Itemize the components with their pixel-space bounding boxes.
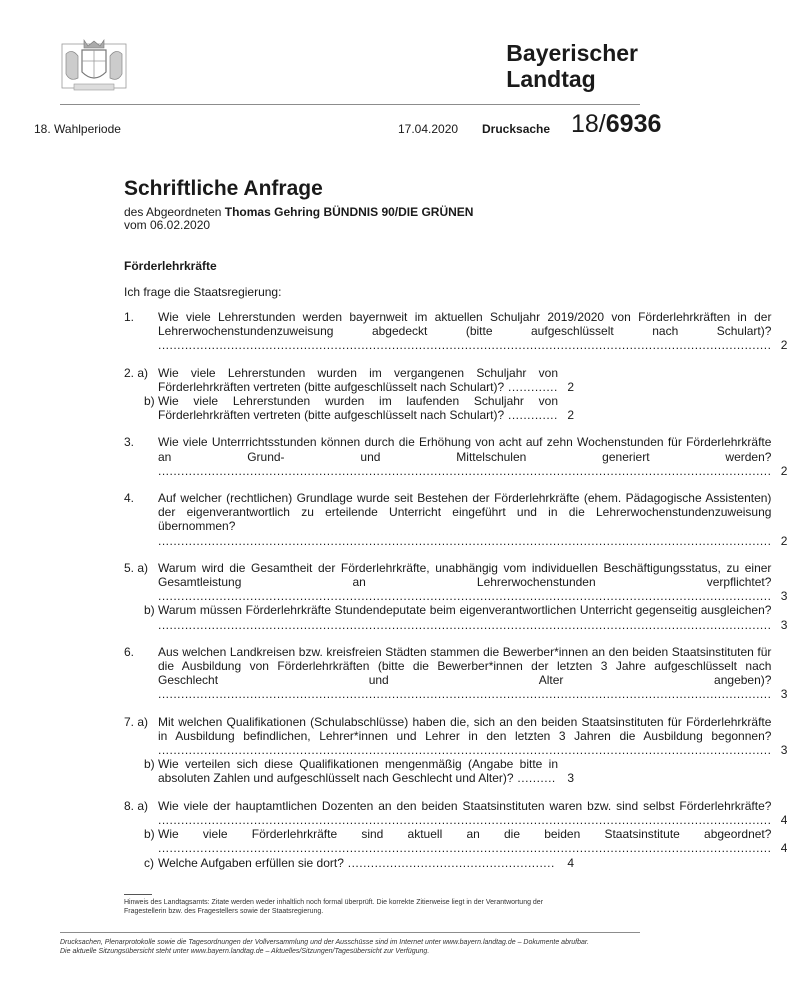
question-item <box>124 798 787 827</box>
question-group <box>124 644 787 702</box>
leader-dots: ................................................................................................................................................................ <box>158 463 772 478</box>
answer-page-number: 4 <box>567 855 574 870</box>
question-text <box>158 827 787 855</box>
question-text <box>158 561 787 604</box>
question-body: Wie viele Lehrerstunden werden bayernweit im aktuellen Schuljahr 2019/2020 von Förderlehrkräften in der Lehrerwochenstundenzuweisung abgedeckt (bitte aufgeschlüsselt nach Schulart)? <box>158 310 772 339</box>
question-number <box>124 827 144 855</box>
question-text <box>158 799 787 827</box>
page-title: Schriftliche Anfrage <box>124 177 323 200</box>
question-body: Wie viele der hauptamtlichen Dozenten an den beiden Staatsinstituten waren bzw. sind selbst Förderlehrkräfte? <box>158 798 772 813</box>
institution-name-line2: Landtag <box>506 66 596 92</box>
question-number: 7. a) <box>124 714 149 729</box>
question-number: 4. <box>124 491 135 506</box>
question-item <box>124 827 787 856</box>
question-item <box>124 757 574 785</box>
question-item <box>124 714 787 758</box>
answer-page-number: 3 <box>567 771 574 786</box>
page-footer <box>60 938 640 956</box>
question-number <box>124 757 144 785</box>
drucksache-prefix: 18/ <box>571 110 606 138</box>
question-group <box>124 491 787 548</box>
answer-page-number: 2 <box>567 408 574 423</box>
leader-dots: ................................................................................................................................................................ <box>158 841 772 856</box>
question-body: Warum müssen Förderlehrkräfte Stundendeputate beim eigenverantwortlichen Unterricht gegenseitig ausgleichen? <box>158 603 772 618</box>
question-number <box>124 856 144 870</box>
leader-dots: ................................................................................................................................................................ <box>158 338 772 353</box>
question-number <box>124 603 144 631</box>
answer-page-number: 2 <box>780 463 787 478</box>
question-body: Warum wird die Gesamtheit der Förderlehrkräfte, unabhängig vom individuellen Beschäftigungsstatus, zu einer Gesamtleistung an Lehrerwochenstunden verpflichtet? <box>158 560 772 590</box>
question-text <box>158 603 787 631</box>
document-meta <box>34 110 662 140</box>
question-number: 5. a) <box>124 560 149 575</box>
question-text <box>158 491 787 548</box>
footer-line: Drucksachen, Plenarprotokolle sowie die Tagesordnungen der Vollversammlung und der Ausschüsse sind im Internet unter www.bayern.landtag.de – Dokumente abrufbar. <box>60 939 589 946</box>
drucksache-number <box>571 110 661 138</box>
question-item <box>124 366 574 394</box>
question-item <box>124 603 787 632</box>
question-text <box>158 856 574 870</box>
footnote: Hinweis des Landtagsamts: Zitate werden weder inhaltlich noch formal überprüft. Die korrekte Zitierweise liegt in der Verantwortung der Fragestellerin bzw. des Fragestellers sowie der Staatsregierung. <box>124 899 544 915</box>
question-body: Aus welchen Landkreisen bzw. kreisfreien Städten stammen die Bewerber*innen an den beiden Staatsinstituten für die Ausbildung von Förderlehrkräften (bitte die Bewerber*innen der letzten 3 Jahre aufgeschlüsselt nach Geschlecht und Alter angeben)? <box>158 644 772 688</box>
question-number: 1. <box>124 310 135 324</box>
leader-dots: ................................................................................................................................................................ <box>158 812 772 827</box>
leader-dots: ................................................................................................................................................................ <box>158 533 772 548</box>
question-item <box>124 856 574 870</box>
question-body: Auf welcher (rechtlichen) Grundlage wurde seit Bestehen der Förderlehrkräfte (ehem. Pädagogische Assistenten) der eigenverantwortlich zu erteilende Unterricht eingeführt und in die Lehrerwochenstundenzuweisung übernommen? <box>158 491 772 534</box>
question-item <box>124 560 787 604</box>
leader-dots: ................................................................................................................................................................ <box>158 617 772 632</box>
leader-dots: ............. <box>504 408 558 423</box>
subject-heading: Förderlehrkräfte <box>124 259 217 273</box>
coat-of-arms-logo <box>60 38 128 96</box>
author-prefix: des Abgeordneten <box>124 205 225 219</box>
question-number <box>124 394 144 422</box>
legislative-period: 18. Wahlperiode <box>34 122 121 136</box>
footer-line: Die aktuelle Sitzungsübersicht steht unter www.bayern.landtag.de – Aktuelles/Sitzungen/Tagesübersicht zur Verfügung. <box>60 948 430 955</box>
question-item <box>124 491 787 548</box>
question-group <box>124 560 787 632</box>
institution-name-line1: Bayerischer <box>506 40 638 66</box>
question-group <box>124 435 787 478</box>
question-body: Welche Aufgaben erfüllen sie dort? <box>158 855 344 870</box>
question-text <box>158 757 574 785</box>
question-subletter: b) <box>144 757 155 772</box>
question-number: 8. a) <box>124 798 149 813</box>
intro-text: Ich frage die Staatsregierung: <box>124 285 282 299</box>
submission-date: vom 06.02.2020 <box>124 218 211 232</box>
answer-page-number: 4 <box>780 812 787 827</box>
question-text <box>158 366 574 394</box>
leader-dots: ............. <box>504 379 558 394</box>
question-text <box>158 645 787 702</box>
drucksache-label: Drucksache <box>482 122 551 136</box>
question-item <box>124 310 787 353</box>
leader-dots: .......... <box>513 771 556 786</box>
question-item <box>124 394 574 422</box>
question-item <box>124 435 787 478</box>
header-divider <box>60 104 640 105</box>
document-date: 17.04.2020 <box>398 122 459 136</box>
footnote-divider <box>124 894 152 895</box>
answer-page-number: 2 <box>780 533 787 548</box>
question-body: Wie viele Lehrerstunden wurden im vergangenen Schuljahr von Förderlehrkräften vertreten (bitte aufgeschlüsselt nach Schulart)? <box>158 365 558 394</box>
question-body: Mit welchen Qualifikationen (Schulabschlüsse) haben die, sich an den beiden Staatsinstituten für Förderlehrkräfte in Ausbildung befindlichen, Lehrer*innen und Lehrer in den letzten 3 Jahren die Ausbildung begonnen? <box>158 714 772 743</box>
answer-page-number: 3 <box>780 617 787 632</box>
question-text <box>158 310 787 353</box>
question-text <box>158 715 787 758</box>
question-text <box>158 394 574 422</box>
question-number: 2. a) <box>124 365 149 380</box>
question-subletter: b) <box>144 603 155 618</box>
question-text <box>158 435 787 478</box>
question-subletter: b) <box>144 394 155 409</box>
answer-page-number: 3 <box>780 687 787 702</box>
drucksache-id: 6936 <box>605 110 662 138</box>
question-group <box>124 714 787 786</box>
answer-page-number: 4 <box>780 841 787 856</box>
question-item <box>124 644 787 702</box>
question-subletter: c) <box>144 855 154 870</box>
question-list <box>124 310 787 883</box>
question-number: 3. <box>124 435 135 450</box>
question-group <box>124 310 787 353</box>
answer-page-number: 2 <box>567 379 574 394</box>
leader-dots: ................................................................................................................................................................ <box>158 589 772 604</box>
question-group <box>124 798 787 870</box>
question-number: 6. <box>124 644 135 659</box>
institution-name <box>506 40 638 92</box>
leader-dots: ................................................................................................................................................................ <box>158 743 772 758</box>
footer-divider <box>60 932 640 933</box>
author-name: Thomas Gehring BÜNDNIS 90/DIE GRÜNEN <box>224 205 474 219</box>
answer-page-number: 3 <box>780 589 787 604</box>
question-body: Wie viele Förderlehrkräfte sind aktuell an die beiden Staatsinstitute abgeordnet? <box>158 827 772 842</box>
leader-dots: ...................................................... <box>343 855 555 870</box>
question-group <box>124 366 574 423</box>
question-subletter: b) <box>144 827 155 842</box>
question-body: Wie viele Unterrrichtsstunden können durch die Erhöhung von acht auf zehn Wochenstunden für Förderlehrkräfte an Grund- und Mittelschulen generiert werden? <box>158 435 772 464</box>
question-body: Wie verteilen sich diese Qualifikationen mengenmäßig (Angabe bitte in absoluten Zahlen und aufgeschlüsselt nach Geschlecht und Alter)? <box>158 757 558 786</box>
answer-page-number: 2 <box>780 338 787 353</box>
question-body: Wie viele Lehrerstunden wurden im laufenden Schuljahr von Förderlehrkräften vertreten (bitte aufgeschlüsselt nach Schulart)? <box>158 394 558 423</box>
answer-page-number: 3 <box>780 743 787 758</box>
leader-dots: ................................................................................................................................................................ <box>158 687 772 702</box>
